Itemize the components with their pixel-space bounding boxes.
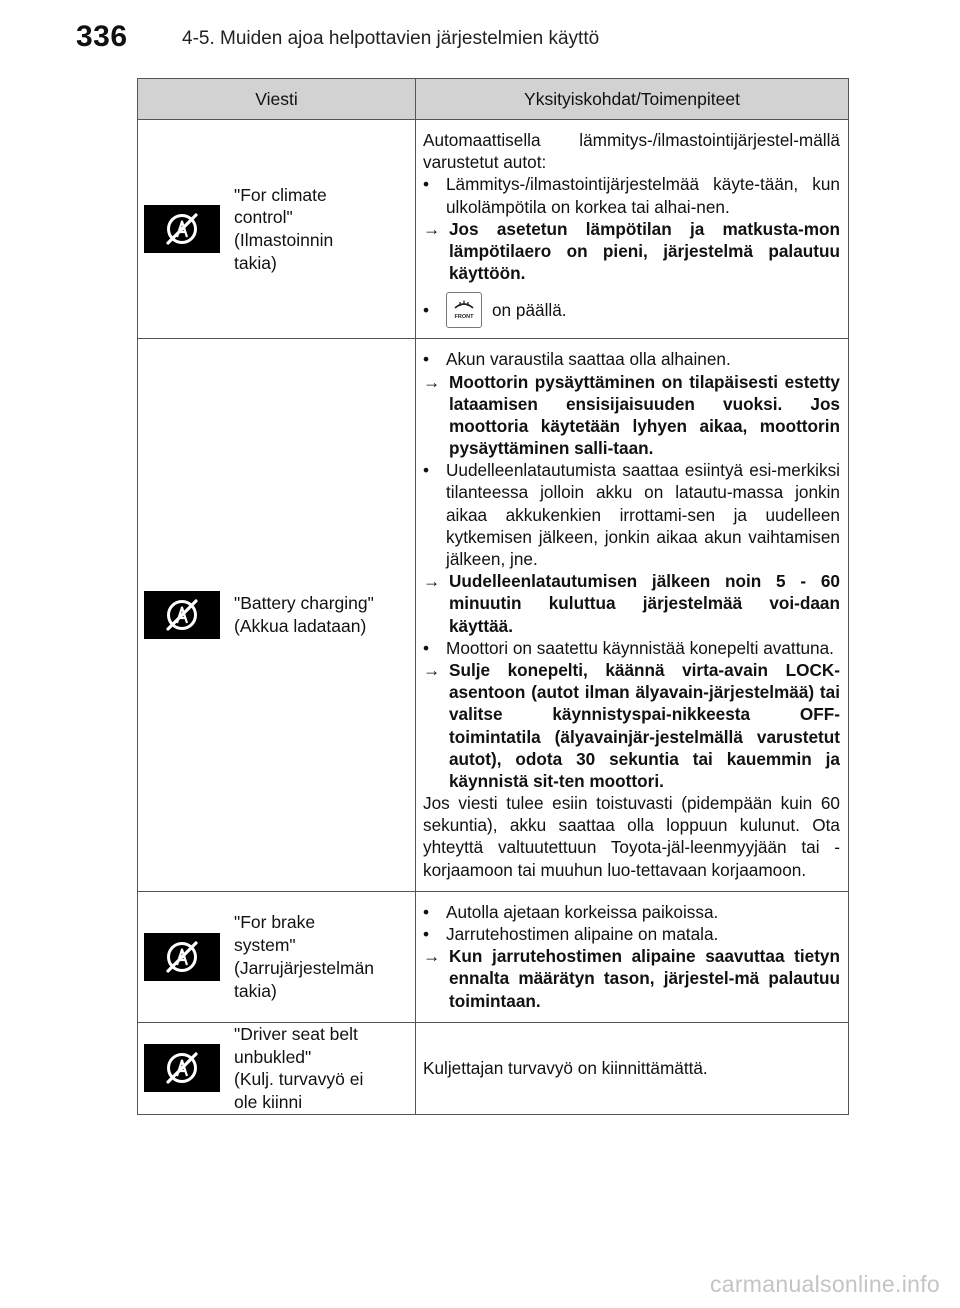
message-line: "Battery charging" <box>234 593 374 614</box>
action-item <box>423 218 840 285</box>
action-text: Kun jarrutehostimen alipaine saavuttaa tietyn ennalta määrätyn tason, järjestel-mä palautuu toimintaan. <box>449 946 840 1011</box>
arrow-icon: → <box>423 218 441 239</box>
arrow-icon: → <box>423 371 441 392</box>
message-cell <box>138 891 416 1022</box>
message-line: ole kiinni <box>234 1092 303 1112</box>
bullet-text: Jarrutehostimen alipaine on matala. <box>446 924 719 944</box>
arrow-icon: → <box>423 946 441 967</box>
bullet-text: Autolla ajetaan korkeissa paikoissa. <box>446 901 719 922</box>
lane-assist-warning-icon <box>144 933 220 981</box>
message-line: "Driver seat belt <box>234 1023 358 1044</box>
message-text <box>234 184 333 275</box>
bullet-text: Lämmitys-/ilmastointijärjestelmää käyte-tään, kun ulkolämpötila on korkea tai alhai-nen. <box>446 174 840 217</box>
bullet-text: on päällä. <box>492 300 567 321</box>
watermark: carmanualsonline.info <box>709 1271 940 1297</box>
message-line: (Ilmastoinnin <box>234 230 334 251</box>
column-header-message: Viesti <box>138 79 416 120</box>
bullet-text: Moottori on saatettu käynnistää konepelti avattuna. <box>446 637 834 658</box>
page-number: 336 <box>76 20 128 53</box>
bullet-text: Akun varaustila saattaa olla alhainen. <box>446 349 731 370</box>
lane-assist-warning-icon <box>144 1044 220 1092</box>
detail-text: Kuljettajan turvavyö on kiinnittämättä. <box>423 1057 708 1078</box>
message-line: (Kulj. turvavyö ei <box>234 1069 364 1090</box>
action-item <box>423 945 840 1012</box>
bullet-item: • Autolla ajetaan korkeissa paikoissa. <box>423 901 719 922</box>
message-cell <box>138 339 416 892</box>
bullet-item: • Uudelleenlatautumista saattaa esiintyä esi-merkiksi tilanteessa jolloin akku on latautu-massa jonkin aikaa akkukenkien irrottami-sen ja uudelleen kytkemisen jälkeen, jonkin aikaa akun vaihtamisen jälkeen, jne. <box>423 460 840 569</box>
table-header-row <box>138 79 849 120</box>
message-text <box>234 592 374 638</box>
bullet-item: • FRONT on päällä. <box>423 292 840 328</box>
message-line: (Jarrujärjestelmän <box>234 957 375 978</box>
message-line: "For brake <box>234 912 316 933</box>
bullet-item: • Akun varaustila saattaa olla alhainen. <box>423 349 731 370</box>
message-line: (Akkua ladataan) <box>234 616 367 637</box>
table-row <box>138 891 849 1022</box>
message-line: control" <box>234 207 293 228</box>
table-row <box>138 120 849 339</box>
message-line: takia) <box>234 252 277 273</box>
message-line: unbukled" <box>234 1046 312 1067</box>
message-text <box>234 1023 363 1114</box>
details-cell <box>416 120 849 339</box>
svg-text:FRONT: FRONT <box>454 314 474 321</box>
bullet-text: Uudelleenlatautumista saattaa esiintyä esi-merkiksi tilanteessa jolloin akku on latautu-massa jonkin aikaa akkukenkien irrottami-sen ja uudelleen kytkemisen jälkeen, jonkin aikaa akun vaihtamisen jälkeen, jne. <box>446 460 840 569</box>
arrow-icon: → <box>423 659 441 680</box>
message-table <box>137 78 849 1115</box>
message-cell <box>138 120 416 339</box>
details-cell <box>416 339 849 892</box>
action-text: Moottorin pysäyttäminen on tilapäisesti estetty lataamisen ensisijaisuuden vuoksi. Jos moottoria käytetään lyhyen aikaa, moottorin pysäyttäminen salli-taan. <box>449 371 840 459</box>
table-row <box>138 1022 849 1114</box>
action-text: Sulje konepelti, käännä virta-avain LOCK-asentoon (autot ilman älyavain-järjestelmää) tai valitse käynnistyspai-nikkeesta OFF-toimintatila (älyavainjär-jestelmällä varustetut autot), odota 30 sekuntia tai kauemmin ja käynnistä sit-ten moottori. <box>449 659 840 791</box>
lane-assist-warning-icon <box>144 591 220 639</box>
action-item <box>423 570 840 637</box>
lane-assist-warning-icon <box>144 205 220 253</box>
bullet-item: • Jarrutehostimen alipaine on matala. <box>423 924 719 944</box>
arrow-icon: → <box>423 571 441 592</box>
action-item <box>423 371 840 460</box>
action-item <box>423 659 840 792</box>
column-header-details: Yksityiskohdat/Toimenpiteet <box>416 79 849 120</box>
detail-text: Jos viesti tulee esiin toistuvasti (pidempään kuin 60 sekuntia), akku saattaa olla loppuun kulunut. Ota yhteyttä valtuutettuun Toyota-jäl-leenmyyjään tai -korjaamoon tai muuhun luo-tettavaan korjaamoon. <box>423 793 840 880</box>
message-line: takia) <box>234 980 277 1001</box>
message-line: "For climate <box>234 184 327 205</box>
details-cell <box>416 1022 849 1114</box>
message-line: system" <box>234 935 296 956</box>
details-cell <box>416 891 849 1022</box>
bullet-item: • Moottori on saatettu käynnistää konepelti avattuna. <box>423 637 834 658</box>
front-defroster-icon <box>446 292 482 328</box>
action-text: Uudelleenlatautumisen jälkeen noin 5 - 60 minuutin kuluttua järjestelmää voi-daan käyttää. <box>449 571 840 636</box>
action-text: Jos asetetun lämpötilan ja matkusta-mon lämpötilaero on pieni, järjestelmä palautuu käyttöön. <box>449 218 840 284</box>
section-title: 4-5. Muiden ajoa helpottavien järjestelmien käyttö <box>182 28 600 49</box>
bullet-item: • Lämmitys-/ilmastointijärjestelmää käyte-tään, kun ulkolämpötila on korkea tai alhai-nen. <box>423 174 840 217</box>
message-cell <box>138 1022 416 1114</box>
message-text <box>234 911 374 1002</box>
table-row <box>138 339 849 892</box>
detail-text: Automaattisella lämmitys-/ilmastointijärjestel-mällä varustetut autot: <box>423 130 840 173</box>
